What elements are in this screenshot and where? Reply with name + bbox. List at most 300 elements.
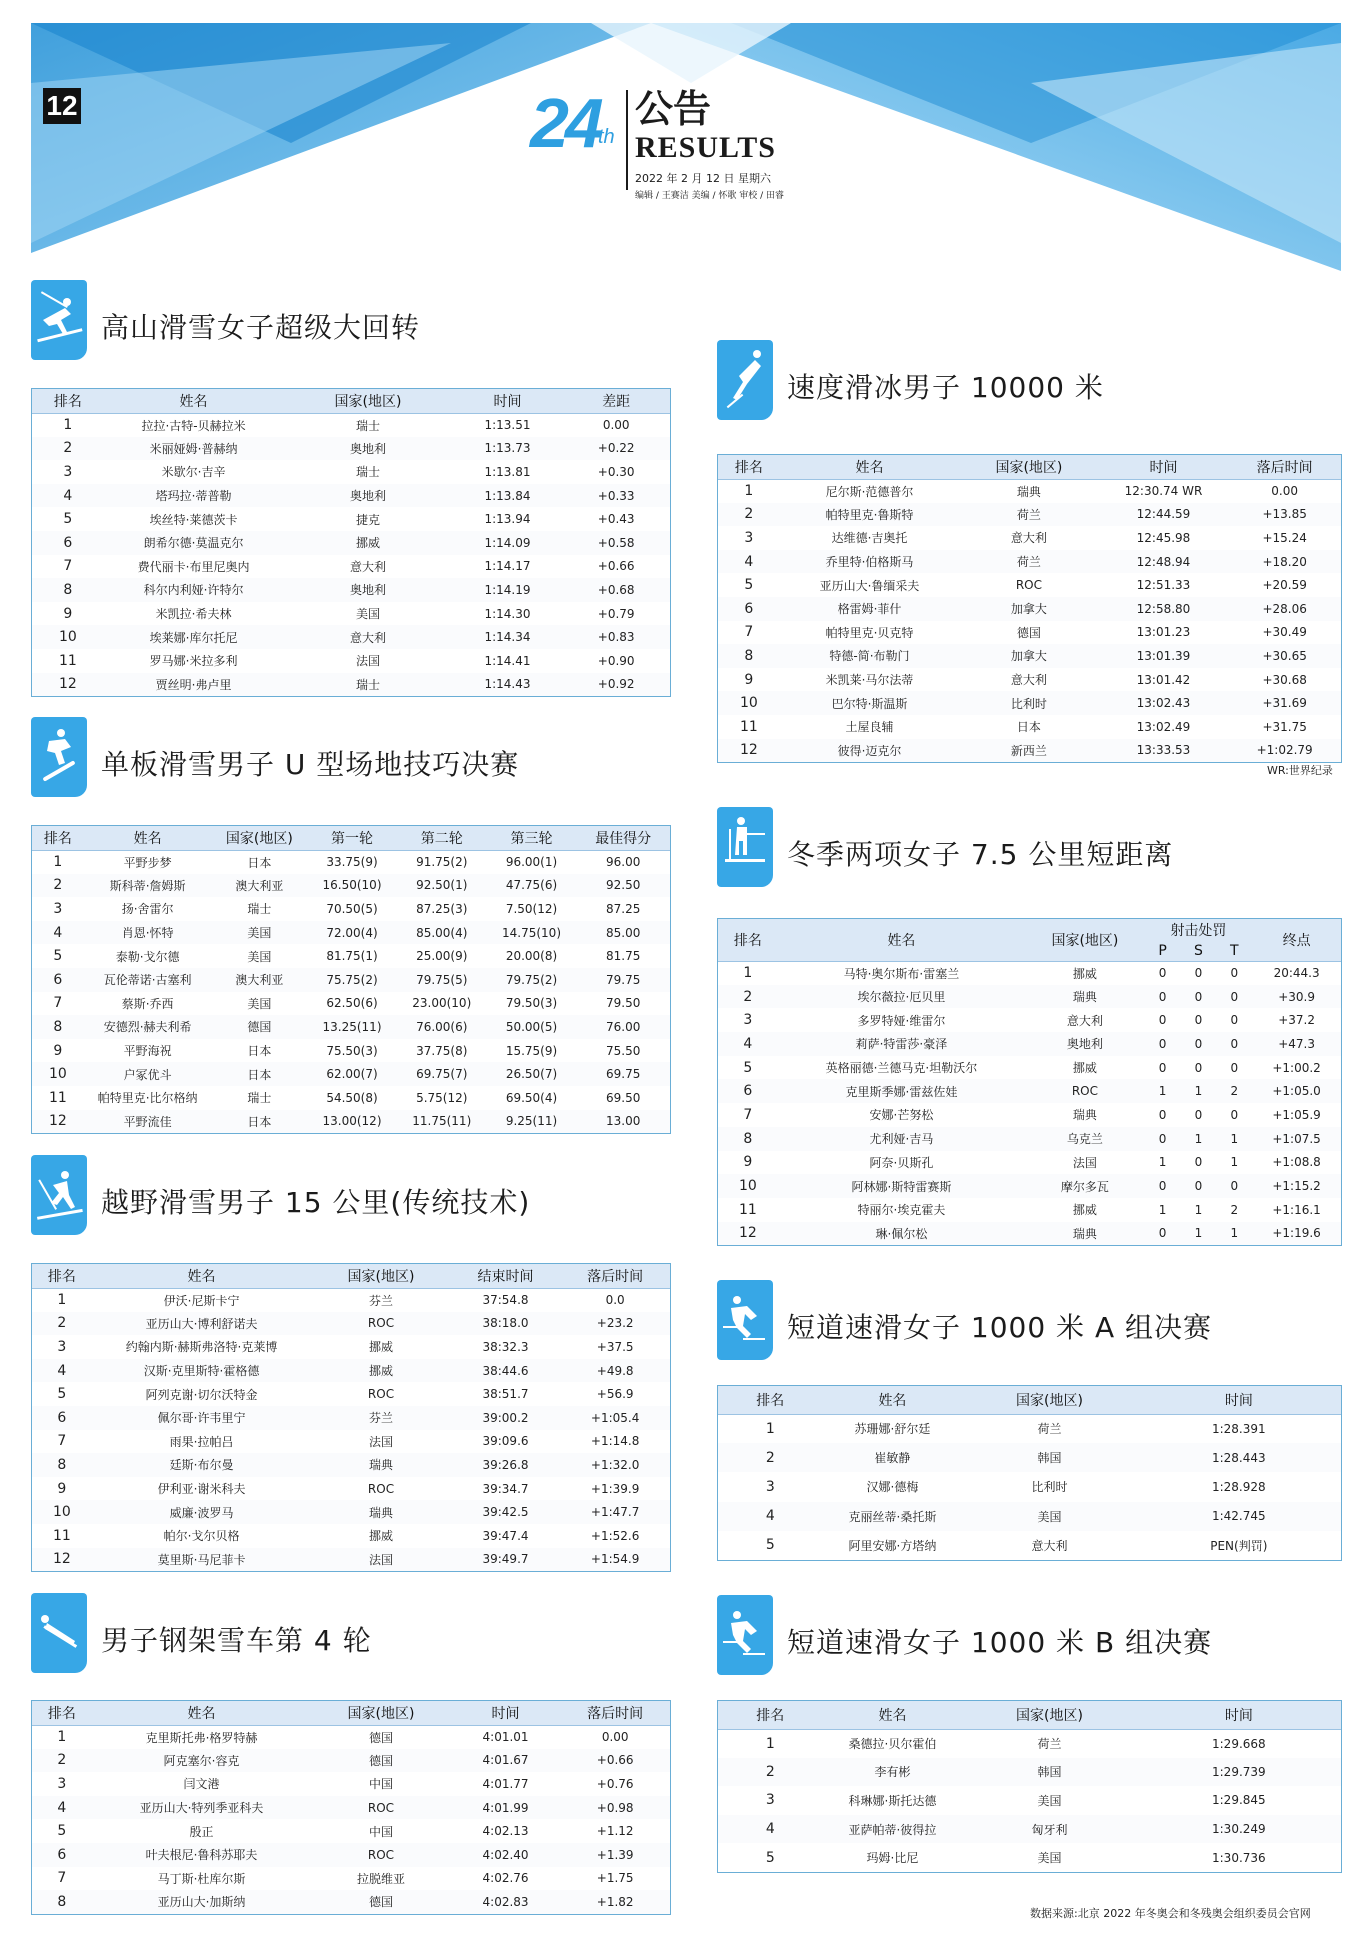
table-cell: 荷兰 [1037, 1422, 1062, 1437]
athlete-name-cell: 帕尔·戈尔贝格 [163, 1529, 240, 1544]
short-track-skater-icon [717, 1280, 773, 1360]
rank-cell: 4 [718, 1032, 778, 1056]
table-cell: 奥地利 [283, 484, 452, 508]
table-cell: ROC [311, 1312, 450, 1336]
table-cell: 5.75(12) [416, 1090, 468, 1105]
table-cell: 13:01.23 [1136, 625, 1191, 640]
table-cell: 法国 [369, 1434, 394, 1449]
athlete-name-cell: 安德烈·赫夫利希 [84, 1015, 212, 1039]
biathlete-icon [717, 807, 773, 887]
table-cell: 1:28.443 [1137, 1443, 1341, 1472]
table-row [718, 739, 1341, 763]
table-cell: 1:14.09 [453, 531, 563, 555]
column-header: 姓名 [104, 389, 284, 413]
athlete-name-cell: 威廉·波罗马 [92, 1500, 312, 1524]
table-row [718, 1056, 1341, 1080]
athlete-name-cell: 罗马娜·米拉多利 [149, 654, 238, 669]
table-cell: 0 [1230, 1107, 1239, 1122]
athlete-name-cell: 雨果·拉帕吕 [169, 1434, 234, 1449]
table-cell: 瑞典 [311, 1453, 450, 1477]
data-source-footer: 数据来源:北京 2022 年冬奥会和冬残奥会组织委员会官网 [1030, 1907, 1311, 1920]
rank-cell: 4 [718, 550, 780, 574]
athlete-name-cell: 克丽丝蒂·桑托斯 [823, 1502, 963, 1531]
table-cell: 意大利 [1010, 673, 1047, 688]
table-cell: +1:08.8 [1272, 1155, 1321, 1170]
rank-cell: 5 [765, 1537, 775, 1554]
table-cell: ROC [367, 1481, 395, 1496]
athlete-name-cell: 多罗特娅·维雷尔 [857, 1013, 946, 1028]
athlete-name-cell: 克里斯托弗·格罗特赫 [145, 1730, 258, 1745]
table-cell: 捷克 [356, 512, 381, 527]
table-cell: +23.2 [560, 1312, 670, 1336]
table-cell: 62.00(7) [307, 1062, 397, 1086]
table-cell: 0 [1230, 1060, 1239, 1075]
rank-cell: 3 [765, 1792, 775, 1809]
table-cell: 日本 [212, 1110, 308, 1134]
table-row [718, 1843, 1341, 1872]
table-cell: 0 [1194, 1107, 1203, 1122]
table-cell: 7.50(12) [505, 901, 558, 916]
section-title: 短道速滑女子 1000 米 B 组决赛 [787, 1626, 1213, 1659]
table-cell: +1:39.9 [590, 1481, 640, 1496]
masthead-divider [626, 90, 628, 190]
table-row [32, 1335, 670, 1359]
rank-cell: 2 [718, 1443, 823, 1472]
table-cell: +1:16.1 [1272, 1202, 1321, 1217]
athlete-name-cell: 乔里特·伯格斯马 [780, 550, 960, 574]
table-cell: 11.75(11) [397, 1110, 487, 1134]
athlete-name-cell: 佩尔哥·许韦里宁 [92, 1406, 312, 1430]
rank-cell: 5 [744, 577, 754, 594]
athlete-name-cell: 科琳娜·斯托达德 [848, 1793, 937, 1808]
table-cell: 76.00(6) [397, 1015, 487, 1039]
table-cell: +1:54.9 [560, 1548, 670, 1572]
column-header: 第二轮 [397, 826, 487, 850]
rank-cell: 5 [53, 948, 63, 965]
table-cell: +0.68 [562, 578, 670, 602]
table-cell: 美国 [247, 949, 272, 964]
rank-cell: 3 [63, 463, 73, 480]
column-header: 姓名 [823, 1701, 963, 1729]
table-cell: 4:02.76 [482, 1871, 529, 1886]
athlete-name-cell: 亚萨帕蒂·彼得拉 [823, 1815, 963, 1844]
rank-cell: 10 [32, 1062, 84, 1086]
table-cell: 日本 [247, 1044, 272, 1059]
table-cell: +0.90 [597, 653, 635, 668]
table-cell: 1:13.81 [484, 464, 531, 479]
table-cell: 13:01.42 [1136, 672, 1191, 687]
table-row [718, 621, 1341, 645]
table-row [32, 1406, 670, 1430]
table-cell: 4:02.13 [482, 1824, 529, 1839]
column-header: 终点 [1252, 919, 1341, 961]
table-cell: +18.20 [1228, 550, 1341, 574]
rank-cell: 3 [57, 1775, 67, 1792]
rank-cell: 9 [744, 671, 754, 688]
table-cell: 0.0 [605, 1293, 625, 1308]
table-row [32, 1430, 670, 1454]
section-title: 速度滑冰男子 10000 米 [787, 371, 1104, 404]
athlete-name-cell: 朗希尔德·莫温克尔 [104, 531, 284, 555]
athlete-name-cell: 肖恩·怀特 [84, 921, 212, 945]
rank-cell: 8 [32, 578, 104, 602]
athlete-name-cell: 平野海祝 [123, 1044, 172, 1059]
biathlon-table [718, 919, 1341, 1245]
table-row [32, 1062, 670, 1086]
table-cell: 4:01.67 [451, 1749, 561, 1773]
table-cell: 美国 [356, 607, 381, 622]
table-cell: +37.5 [596, 1339, 634, 1354]
table-cell: +1.82 [560, 1890, 670, 1914]
athlete-name-cell: 埃丝特·莱德茨卡 [149, 512, 238, 527]
table-cell: 1 [1181, 1127, 1217, 1151]
rank-cell: 11 [48, 1089, 67, 1106]
section-biathlon [717, 807, 1342, 887]
section-header [31, 280, 671, 360]
table-cell: ROC [367, 1387, 395, 1402]
table-cell: 德国 [368, 1730, 393, 1745]
rank-cell: 12 [32, 1548, 92, 1572]
table-cell: +0.76 [596, 1776, 634, 1791]
athlete-name-cell: 琳·佩尔松 [778, 1222, 1025, 1246]
table-cell: +0.66 [597, 559, 635, 574]
athlete-name-cell: 特丽尔·埃克霍夫 [857, 1203, 946, 1218]
athlete-name-cell: 斯科蒂·詹姆斯 [84, 874, 212, 898]
table-cell: 加拿大 [959, 644, 1098, 668]
table-cell: 2 [1230, 1202, 1239, 1217]
table-row [32, 413, 670, 437]
table-cell: 1 [1194, 1202, 1203, 1217]
table-row [32, 992, 670, 1016]
table-row [718, 479, 1341, 503]
table-cell: 奥地利 [283, 437, 452, 461]
rank-cell: 1 [57, 1729, 67, 1746]
rank-cell: 6 [718, 597, 780, 621]
athlete-name-cell: 莉萨·特雷莎·豪泽 [778, 1032, 1025, 1056]
table-cell: 0 [1158, 1013, 1167, 1028]
table-row [718, 550, 1341, 574]
table-row [32, 1548, 670, 1572]
table-cell: 荷兰 [959, 503, 1098, 527]
table-row [718, 1443, 1341, 1472]
column-header: 国家(地区) [311, 1264, 450, 1288]
table-cell: 37:54.8 [482, 1293, 529, 1308]
column-header: 姓名 [780, 455, 960, 479]
table-cell: 69.75(7) [397, 1062, 487, 1086]
cross-country-skier-icon [31, 1155, 87, 1235]
table-cell: 摩尔多瓦 [1025, 1174, 1145, 1198]
rank-cell: 2 [718, 503, 780, 527]
athlete-name-cell: 扬·舍雷尔 [121, 902, 174, 917]
table-cell: 0.00 [601, 1730, 629, 1745]
athlete-name-cell: 阿克塞尔·容克 [92, 1749, 311, 1773]
masthead-title-cn: 公告 [635, 87, 712, 131]
athlete-name-cell: 莫里斯·马尼菲卡 [92, 1548, 312, 1572]
table-cell: 0 [1216, 985, 1252, 1009]
masthead-title-en: RESULTS [635, 131, 776, 164]
table-cell: 0 [1145, 985, 1181, 1009]
rank-cell: 12 [718, 1222, 778, 1246]
rank-cell: 7 [63, 558, 73, 575]
column-header: 排名 [718, 1701, 823, 1729]
rank-cell: 5 [57, 1823, 67, 1840]
table-cell: 瑞士 [356, 465, 381, 480]
athlete-name-cell: 伊沃·尼斯卡宁 [163, 1293, 240, 1308]
table-cell: 1:14.19 [453, 578, 563, 602]
table-row [32, 484, 670, 508]
table-cell: +0.43 [597, 512, 635, 527]
rank-cell: 2 [32, 1749, 92, 1773]
table-row [718, 715, 1341, 739]
table-cell: 芬兰 [369, 1293, 394, 1308]
table-cell: 13.00 [576, 1110, 670, 1134]
athlete-name-cell: 平野流佳 [84, 1110, 212, 1134]
table-cell: 1:14.41 [484, 653, 531, 668]
section-shorttrack-a [717, 1280, 1342, 1360]
rank-cell: 6 [718, 1079, 778, 1103]
table-cell: 0 [1145, 1222, 1181, 1246]
table-cell: 96.00(1) [505, 855, 558, 870]
table-cell: 76.00 [576, 1015, 670, 1039]
table-row [718, 1531, 1341, 1560]
table-cell: 12:44.59 [1099, 503, 1229, 527]
column-subheader: T [1216, 941, 1252, 961]
table-cell: 1:28.391 [1211, 1421, 1266, 1436]
column-header: 姓名 [84, 826, 212, 850]
table-row [718, 691, 1341, 715]
rank-cell: 7 [743, 1106, 753, 1123]
rank-cell: 9 [53, 1042, 63, 1059]
section-header [717, 340, 1342, 420]
table-cell: 0 [1194, 1060, 1203, 1075]
rank-cell: 4 [32, 1796, 92, 1820]
staff-credits: 编辑 / 王赛洁 美编 / 怀歌 审校 / 田睿 [635, 191, 784, 201]
table-cell: 1:30.736 [1212, 1850, 1266, 1865]
athlete-name-cell: 亚历山大·博利舒诺夫 [92, 1312, 312, 1336]
section-skeleton [31, 1593, 671, 1673]
table-cell: 0 [1145, 1174, 1181, 1198]
table-cell: 0 [1230, 966, 1239, 981]
table-cell: 39:49.7 [451, 1548, 561, 1572]
rank-cell: 3 [57, 1338, 67, 1355]
table-cell: 韩国 [962, 1443, 1136, 1472]
table-cell: 12:51.33 [1136, 578, 1191, 593]
table-cell: 0 [1194, 1155, 1203, 1170]
table-cell: 0 [1181, 1174, 1217, 1198]
column-header: 结束时间 [451, 1264, 561, 1288]
rank-cell: 10 [32, 625, 104, 649]
table-cell: 0 [1216, 1032, 1252, 1056]
table-cell: 69.50 [606, 1090, 641, 1105]
table-cell: 37.75(8) [416, 1043, 468, 1058]
rank-cell: 9 [743, 1154, 753, 1171]
athlete-name-cell: 贾丝明·弗卢里 [104, 673, 284, 697]
column-header: 落后时间 [560, 1264, 670, 1288]
column-header: 姓名 [92, 1264, 312, 1288]
column-header: 最佳得分 [576, 826, 670, 850]
table-cell: +1:00.2 [1272, 1060, 1321, 1075]
table-cell: 瑞士 [356, 418, 381, 433]
table-cell: 79.75(5) [397, 968, 487, 992]
table-cell: 匈牙利 [962, 1815, 1136, 1844]
column-subheader: S [1181, 941, 1217, 961]
table-cell: 69.50(4) [505, 1090, 558, 1105]
table-cell: +13.85 [1228, 503, 1341, 527]
athlete-name-cell: 土屋良辅 [845, 720, 894, 735]
athlete-name-cell: 格雷姆·菲什 [780, 597, 960, 621]
table-cell: 瑞士 [283, 673, 452, 697]
athlete-name-cell: 瓦伦蒂诺·古塞利 [84, 968, 212, 992]
table-cell: +20.59 [1262, 578, 1307, 593]
rank-cell: 2 [32, 1312, 92, 1336]
athlete-name-cell: 阿奈·贝斯孔 [869, 1155, 934, 1170]
table-cell: 德国 [1016, 625, 1041, 640]
table-cell: 韩国 [962, 1758, 1136, 1787]
table-cell: +1.12 [596, 1824, 634, 1839]
column-header: 落后时间 [1228, 455, 1341, 479]
table-cell: 39:34.7 [482, 1481, 529, 1496]
table-cell: 0 [1194, 1013, 1203, 1028]
rank-cell: 8 [718, 644, 780, 668]
rank-cell: 11 [738, 1201, 757, 1218]
rank-cell: 12 [718, 739, 780, 763]
rank-cell: 2 [718, 1758, 823, 1787]
section-title: 单板滑雪男子 U 型场地技巧决赛 [101, 748, 520, 781]
table-cell: +1:05.4 [560, 1406, 670, 1430]
table-cell: 1 [1158, 1202, 1167, 1217]
table-row [718, 1222, 1341, 1246]
table-cell: +0.33 [562, 484, 670, 508]
table-row [32, 1477, 670, 1501]
table-row [718, 1198, 1341, 1222]
table-row [32, 437, 670, 461]
table-cell: 意大利 [1066, 1013, 1103, 1028]
table-cell: 4:02.83 [451, 1890, 561, 1914]
athlete-name-cell: 桑德拉·贝尔霍伯 [848, 1737, 937, 1752]
rank-cell: 7 [57, 1433, 67, 1450]
column-header: 落后时间 [560, 1701, 670, 1725]
table-cell: 87.25 [606, 901, 641, 916]
table-cell: 瑞士 [247, 902, 272, 917]
table-cell: 20:44.3 [1273, 966, 1320, 981]
world-record-note: WR:世界纪录 [1267, 764, 1333, 777]
table-cell: +1.39 [560, 1843, 670, 1867]
table-cell: 39:26.8 [451, 1453, 561, 1477]
table-row [32, 1110, 670, 1134]
table-cell: 1:13.94 [484, 512, 531, 527]
column-header: 排名 [32, 826, 84, 850]
rank-cell: 12 [32, 673, 104, 697]
rank-cell: 9 [57, 1480, 67, 1497]
rank-cell: 5 [57, 1386, 67, 1403]
table-cell: 13:02.49 [1136, 719, 1191, 734]
table-cell: +1:15.2 [1252, 1174, 1341, 1198]
column-header: 排名 [718, 1386, 823, 1414]
athlete-name-cell: 汉娜·德梅 [866, 1480, 919, 1495]
table-cell: 38:51.7 [482, 1387, 529, 1402]
section-crosscountry [31, 1155, 671, 1235]
rank-cell: 11 [52, 1527, 71, 1544]
table-row [718, 644, 1341, 668]
table-row [32, 1772, 670, 1796]
athlete-name-cell: 帕特里克·比尔格纳 [97, 1091, 198, 1106]
rank-cell: 8 [32, 1453, 92, 1477]
athlete-name-cell: 汉斯·克里斯特·霍格德 [92, 1359, 312, 1383]
table-cell: 0 [1145, 1127, 1181, 1151]
table-cell: +1:47.7 [560, 1500, 670, 1524]
table-cell: 12:48.94 [1099, 550, 1229, 574]
table-cell: 72.00(4) [307, 921, 397, 945]
column-header: 国家(地区) [212, 826, 308, 850]
table-cell: 日本 [247, 855, 272, 870]
table-cell: 0 [1216, 1174, 1252, 1198]
table-row [32, 897, 670, 921]
column-header: 时间 [1099, 455, 1229, 479]
section-header [717, 1595, 1342, 1675]
table-cell: 79.50(3) [505, 996, 558, 1011]
athlete-name-cell: 户冢优斗 [84, 1062, 212, 1086]
table-cell: 2 [1216, 1079, 1252, 1103]
column-header: 排名 [718, 455, 780, 479]
skeleton-results-table [31, 1700, 671, 1915]
rank-cell: 5 [765, 1849, 775, 1866]
table-cell: 1:29.845 [1212, 1793, 1266, 1808]
table-cell: 1 [1158, 1155, 1167, 1170]
section-title: 冬季两项女子 7.5 公里短距离 [787, 838, 1174, 871]
table-cell: 25.00(9) [416, 949, 468, 964]
table-row [32, 1890, 670, 1914]
table-cell: 54.50(8) [326, 1090, 378, 1105]
table-cell: 9.25(11) [487, 1110, 577, 1134]
table-cell: +28.06 [1228, 597, 1341, 621]
table-row [32, 578, 670, 602]
table-row [718, 668, 1341, 692]
table-cell: 38:44.6 [451, 1359, 561, 1383]
column-header: 差距 [562, 389, 670, 413]
table-cell: 芬兰 [311, 1406, 450, 1430]
athlete-name-cell: 巴尔特·斯温斯 [780, 691, 960, 715]
rank-cell: 7 [53, 995, 63, 1012]
table-cell: 瑞典 [1072, 1108, 1097, 1123]
table-cell: 1:29.739 [1137, 1758, 1341, 1787]
athlete-name-cell: 闫文港 [183, 1777, 220, 1792]
column-header: 时间 [453, 389, 563, 413]
table-cell: 日本 [212, 1062, 308, 1086]
table-cell: 79.50 [606, 996, 641, 1011]
table-row [32, 1725, 670, 1749]
table-cell: +30.65 [1228, 644, 1341, 668]
table-cell: 澳大利亚 [212, 874, 308, 898]
rank-cell: 3 [53, 900, 63, 917]
athlete-name-cell: 伊利亚·谢米科夫 [157, 1482, 246, 1497]
athlete-name-cell: 亚历山大·加斯纳 [92, 1890, 311, 1914]
rank-cell: 3 [744, 529, 754, 546]
table-cell: 1 [1181, 1222, 1217, 1246]
rank-cell: 1 [57, 1292, 67, 1309]
column-header: 第三轮 [487, 826, 577, 850]
table-cell: 1:14.43 [453, 673, 563, 697]
table-cell: 挪威 [369, 1529, 394, 1544]
rank-cell: 6 [32, 1843, 92, 1867]
rank-cell: 1 [743, 965, 753, 982]
column-header: 射击处罚 [1145, 919, 1252, 941]
table-cell: 瑞典 [1016, 484, 1041, 499]
table-cell: 92.50 [576, 874, 670, 898]
table-cell: 87.25(3) [416, 901, 468, 916]
table-cell: 1:13.84 [453, 484, 563, 508]
rank-cell: 4 [32, 484, 104, 508]
table-row [718, 1729, 1341, 1758]
